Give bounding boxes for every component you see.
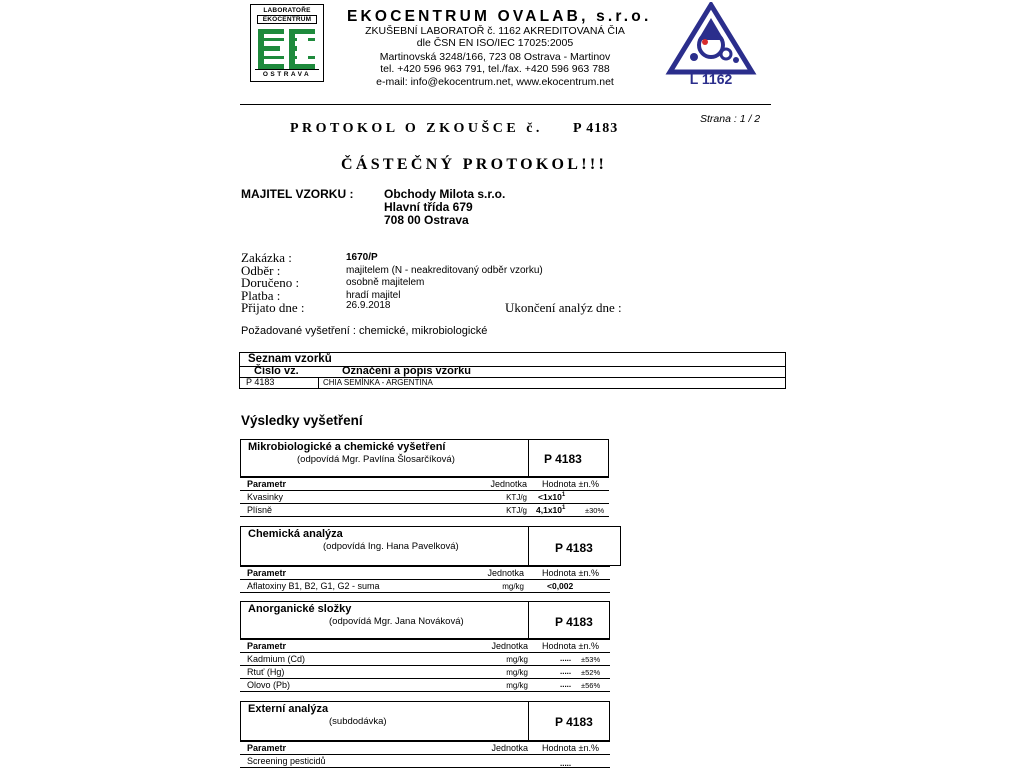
col-header-value: Hodnota ±n.% [542, 743, 599, 753]
col-header-parameter: Parametr [247, 743, 287, 753]
accreditation-logo [664, 2, 758, 90]
col-header-sample-number: Číslo vz. [254, 365, 299, 377]
results-section-micro [240, 439, 609, 517]
cia-triangle-icon [664, 2, 758, 90]
requested-analysis: Požadované vyšetření : chemické, mikrobiologické [241, 325, 488, 337]
col-header-parameter: Parametr [247, 568, 287, 578]
value-exponent: 1 [561, 492, 566, 498]
col-header-parameter: Parametr [247, 479, 287, 489]
col-header-unit: Jednotka [491, 641, 528, 651]
parameter-cell: Screening pesticidů [247, 756, 326, 766]
results-title: Výsledky vyšetření [241, 413, 363, 428]
value-cell: ..... [560, 667, 572, 676]
parameter-cell: Aflatoxiny B1, B2, G1, G2 - suma [247, 581, 380, 591]
tolerance-cell: ±52% [581, 668, 601, 677]
value-mantissa: <1x10 [538, 492, 562, 502]
column-divider [528, 701, 529, 741]
section-responsible: (odpovídá Ing. Hana Pavelková) [323, 541, 459, 552]
section-header [240, 439, 609, 477]
table-row [240, 666, 610, 679]
table-header-row [240, 741, 610, 755]
table-row [240, 504, 609, 517]
parameter-cell: Kadmium (Cd) [247, 654, 306, 664]
col-header-unit: Jednotka [490, 479, 527, 489]
section-header [240, 526, 621, 566]
value-cell: ..... [560, 680, 572, 689]
section-title: Anorganické složky [248, 603, 352, 615]
divider [240, 366, 785, 367]
sample-list-title: Seznam vzorků [248, 353, 332, 365]
info-value-payment: hradí majitel [346, 290, 401, 301]
page-number: Strana : 1 / 2 [700, 113, 761, 125]
unit-cell: KTJ/g [506, 506, 527, 515]
info-label-payment: Platba : [241, 288, 281, 303]
sample-list-table [239, 352, 786, 389]
column-divider [528, 601, 529, 639]
owner-line: Obchody Milota s.r.o. [384, 187, 506, 201]
section-sample-code: P 4183 [555, 715, 593, 729]
unit-cell: mg/kg [506, 668, 528, 677]
value-cell: ..... [560, 654, 572, 663]
section-table [240, 741, 610, 768]
section-responsible: (odpovídá Mgr. Jana Nováková) [329, 616, 464, 627]
owner-label: MAJITEL VZORKU : [241, 187, 354, 201]
ekocentrum-logo [250, 4, 324, 82]
unit-cell: mg/kg [506, 681, 528, 690]
col-header-parameter: Parametr [247, 641, 287, 651]
table-row [240, 491, 609, 504]
col-header-value: Hodnota ±n.% [542, 568, 599, 578]
protocol-title [290, 121, 618, 137]
address-line: ZKUŠEBNÍ LABORATOŘ č. 1162 AKREDITOVANÁ ČIA [365, 25, 625, 37]
parameter-cell: Olovo (Pb) [247, 680, 291, 690]
results-section-external [240, 701, 610, 768]
divider [240, 377, 785, 378]
unit-cell: KTJ/g [506, 493, 527, 502]
value-cell [538, 491, 565, 503]
unit-cell: mg/kg [502, 582, 524, 591]
section-title: Mikrobiologické a chemické vyšetření [248, 441, 446, 453]
info-label-received: Přijato dne : [241, 300, 305, 315]
table-header-row [240, 639, 610, 653]
address-line: tel. +420 596 963 791, tel./fax. +420 596 963 788 [380, 63, 610, 75]
owner-line: Hlavní třída 679 [384, 200, 473, 214]
company-name: EKOCENTRUM OVALAB, s.r.o. [347, 8, 652, 25]
table-header-row [240, 566, 610, 580]
sample-description-cell: CHIA SEMÍNKA - ARGENTINA [323, 378, 433, 387]
protocol-title-text: PROTOKOL O ZKOUŠCE č. [290, 121, 543, 136]
end-of-analysis-label: Ukončení analýz dne : [505, 300, 622, 315]
address-line: Martinovská 3248/166, 723 08 Ostrava - Martinov [379, 51, 611, 63]
parameter-cell: Rtuť (Hg) [247, 667, 285, 677]
info-label-sampling: Odběr : [241, 263, 281, 278]
tolerance-cell: ±30% [585, 506, 605, 515]
owner-line: 708 00 Ostrava [384, 213, 469, 227]
tolerance-cell: ±53% [581, 655, 601, 664]
parameter-cell: Plísně [247, 505, 273, 515]
table-row [240, 679, 610, 692]
logo-bottom-text: OSTRAVA [255, 69, 319, 79]
col-header-unit: Jednotka [487, 568, 524, 578]
info-value-delivered: osobně majitelem [346, 277, 425, 288]
protocol-number: P 4183 [572, 121, 619, 136]
table-row [240, 580, 610, 593]
info-value-received: 26.9.2018 [346, 300, 391, 311]
address-line: dle ČSN EN ISO/IEC 17025:2005 [416, 37, 574, 49]
info-label-delivered: Doručeno : [241, 275, 300, 290]
section-title: Externí analýza [248, 703, 329, 715]
col-header-unit: Jednotka [491, 743, 528, 753]
value-cell: <0,002 [547, 581, 574, 591]
unit-cell: mg/kg [506, 655, 528, 664]
value-cell: ..... [560, 759, 572, 768]
section-responsible: (subdodávka) [329, 716, 387, 727]
column-divider [528, 439, 529, 477]
header-divider [240, 104, 771, 105]
table-row [240, 755, 610, 768]
section-responsible: (odpovídá Mgr. Pavlína Šlosarčíková) [297, 454, 455, 465]
partial-protocol-title: ČÁSTEČNÝ PROTOKOL!!! [341, 156, 608, 173]
section-table [240, 639, 610, 692]
results-section-inorganic [240, 601, 610, 692]
table-row [240, 653, 610, 666]
tolerance-cell: ±56% [581, 681, 601, 690]
info-label-order: Zakázka : [241, 250, 292, 265]
value-cell [536, 504, 565, 516]
accreditation-number: L 1162 [689, 71, 733, 87]
section-table [240, 566, 621, 593]
col-header-value: Hodnota ±n.% [542, 479, 599, 489]
results-section-chemical [240, 526, 621, 593]
column-divider [528, 526, 529, 566]
table-header-row [240, 477, 609, 491]
col-header-value: Hodnota ±n.% [542, 641, 599, 651]
col-header-sample-description: Označení a popis vzorku [342, 365, 471, 377]
column-divider [318, 377, 319, 388]
address-line: e-mail: info@ekocentrum.net, www.ekocentrum.net [376, 76, 614, 88]
logo-top-line2: EKOCENTRUM [257, 15, 317, 24]
sample-number-cell: P 4183 [246, 377, 275, 387]
logo-top-line1: LABORATOŘE [263, 7, 311, 14]
section-table [240, 477, 609, 517]
section-header [240, 601, 610, 639]
section-sample-code: P 4183 [555, 615, 593, 629]
info-value-order: 1670/P [346, 252, 378, 263]
ec-letters-icon [258, 29, 318, 71]
section-sample-code: P 4183 [544, 452, 582, 466]
section-header [240, 701, 610, 741]
info-value-sampling: majitelem (N - neakreditovaný odběr vzorku) [346, 265, 543, 276]
section-sample-code: P 4183 [555, 541, 593, 555]
value-exponent: 1 [562, 505, 566, 511]
parameter-cell: Kvasinky [247, 492, 284, 502]
section-title: Chemická analýza [248, 528, 343, 540]
value-mantissa: 4,1x10 [536, 505, 562, 515]
